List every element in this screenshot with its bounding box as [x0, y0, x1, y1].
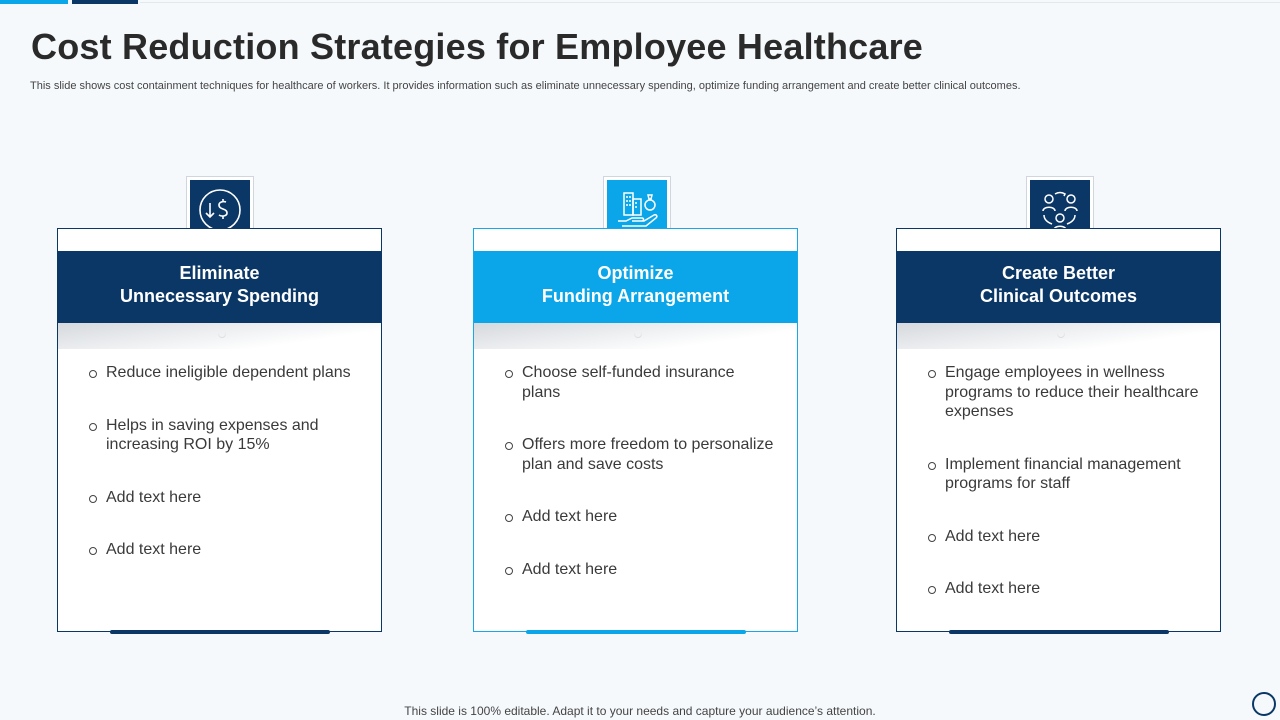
- list-item: Add text here: [88, 488, 361, 508]
- card-header: [897, 251, 1220, 323]
- accent-line: [140, 2, 1280, 3]
- card-title: Eliminate Unnecessary Spending: [119, 263, 320, 306]
- header-shadow: [58, 323, 381, 349]
- card-header: [474, 251, 797, 323]
- header-shadow: [897, 323, 1220, 349]
- list-item: Engage employees in wellness programs to reduce their healthcare expenses: [927, 363, 1200, 422]
- bullet-list: [504, 363, 777, 612]
- list-item: Reduce ineligible dependent plans: [88, 363, 361, 383]
- strategy-card-create: [896, 228, 1221, 632]
- corner-circle-decoration: [1252, 692, 1276, 716]
- slide-title: Cost Reduction Strategies for Employee Healthcare: [31, 26, 924, 67]
- card-header: [58, 251, 381, 323]
- list-item: Implement financial management programs for staff: [927, 455, 1200, 494]
- list-item: Add text here: [504, 507, 777, 527]
- slide-subtitle: This slide shows cost containment techniques for healthcare of workers. It provides information such as eliminate unnecessary spending, optimize funding arrangement and create better clinical outcomes.: [30, 80, 1021, 92]
- strategy-card-eliminate: [57, 228, 382, 632]
- list-item: Add text here: [88, 540, 361, 560]
- accent-segment-light: [0, 0, 68, 4]
- card-title: Create Better Clinical Outcomes: [979, 263, 1138, 306]
- list-item: Add text here: [504, 560, 777, 580]
- list-item: Offers more freedom to personalize plan and save costs: [504, 435, 777, 474]
- list-item: Helps in saving expenses and increasing ROI by 15%: [88, 416, 361, 455]
- bullet-list: [927, 363, 1200, 632]
- slide-footer: This slide is 100% editable. Adapt it to your needs and capture your audience’s attention.: [404, 704, 876, 718]
- card-bottom-bar: [526, 630, 746, 634]
- top-accent-bar: [0, 0, 1280, 5]
- bullet-list: [88, 363, 361, 593]
- strategy-card-optimize: [473, 228, 798, 632]
- header-shadow: [474, 323, 797, 349]
- list-item: Add text here: [927, 579, 1200, 599]
- list-item: Choose self-funded insurance plans: [504, 363, 777, 402]
- card-bottom-bar: [949, 630, 1169, 634]
- card-title: Optimize Funding Arrangement: [541, 263, 730, 306]
- accent-segment-dark: [72, 0, 138, 4]
- list-item: Add text here: [927, 527, 1200, 547]
- card-bottom-bar: [110, 630, 330, 634]
